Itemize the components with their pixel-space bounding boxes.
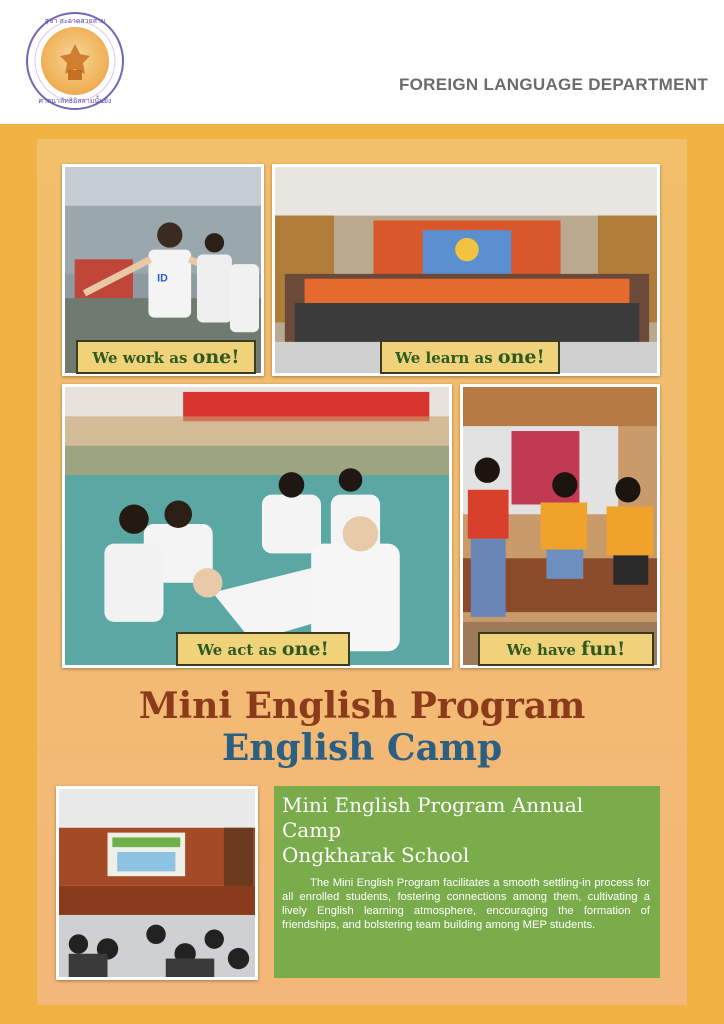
caption-work (76, 340, 256, 374)
photo-auditorium (56, 786, 258, 980)
emblem-icon (28, 14, 122, 108)
info-heading-line1: Mini English Program Annual (282, 793, 584, 817)
camp-title: English Camp (221, 727, 503, 769)
info-heading-line2: Camp (282, 818, 341, 842)
caption-act-pre: We act as (197, 641, 282, 659)
caption-fun-big: fun! (581, 638, 626, 660)
caption-work-big: one! (192, 346, 240, 368)
caption-learn-big: one! (497, 346, 545, 368)
svg-text:ID: ID (157, 272, 168, 285)
logo-text-bottom: ศาสนาลัทธิอิสลามนั้นยิ่ง (38, 97, 112, 105)
photo-scene (65, 387, 449, 665)
caption-learn-pre: We learn as (395, 349, 498, 367)
caption-fun (478, 632, 654, 666)
caption-work-pre: We work as (92, 349, 193, 367)
caption-act (176, 632, 350, 666)
info-heading-line3: Ongkharak School (282, 843, 470, 867)
info-body: The Mini English Program facilitates a smooth settling-in process for all enrolled students, fostering connections among them, cultivating a lively English learning atmosphere, encouraging the formation of friendships, and bolstering team building among MEP students. (282, 877, 650, 931)
info-heading (282, 793, 650, 868)
photo-act-as-one (62, 384, 452, 668)
logo-text-top: สุขา สะอาดสวยสาม (44, 17, 106, 25)
photo-have-fun (460, 384, 660, 668)
page-header (0, 0, 724, 124)
caption-act-big: one! (281, 638, 329, 660)
photo-scene (463, 387, 657, 665)
program-title: Mini English Program (138, 685, 586, 727)
caption-learn (380, 340, 560, 374)
school-logo (26, 12, 124, 110)
info-box (274, 786, 660, 978)
photo-scene (59, 789, 255, 977)
caption-fun-pre: We have (506, 641, 582, 659)
department-title: FOREIGN LANGUAGE DEPARTMENT (398, 75, 708, 94)
